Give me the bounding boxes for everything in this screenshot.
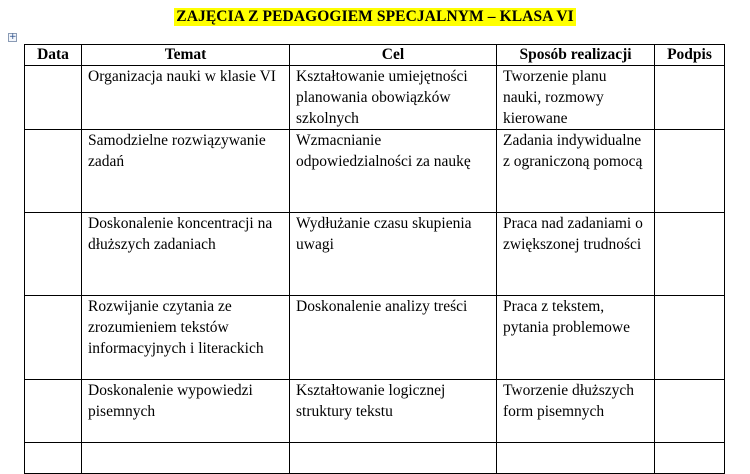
cell-signature[interactable] [655, 213, 725, 296]
cell-date[interactable] [25, 380, 82, 443]
cell-goal[interactable]: Kształtowanie umiejętności planowania obowiązków szkolnych [290, 66, 497, 130]
header-signature: Podpis [655, 45, 725, 66]
cell-date[interactable] [25, 130, 82, 213]
cell-goal[interactable] [290, 443, 497, 474]
table-row [25, 213, 725, 296]
cell-topic[interactable]: Samodzielne rozwiązywanie zadań [82, 130, 290, 213]
cell-topic[interactable]: Organizacja nauki w klasie VI [82, 66, 290, 130]
cell-topic[interactable]: Doskonalenie wypowiedzi pisemnych [82, 380, 290, 443]
header-topic: Temat [82, 45, 290, 66]
title-wrapper [0, 8, 750, 26]
cell-method[interactable]: Praca z tekstem, pytania problemowe [497, 296, 655, 380]
cell-goal[interactable]: Wzmacnianie odpowiedzialności za naukę [290, 130, 497, 213]
cell-topic[interactable] [82, 443, 290, 474]
cell-goal[interactable]: Wydłużanie czasu skupienia uwagi [290, 213, 497, 296]
cell-topic[interactable]: Doskonalenie koncentracji na dłuższych zadaniach [82, 213, 290, 296]
cell-method[interactable]: Praca nad zadaniami o zwiększonej trudności [497, 213, 655, 296]
cell-method[interactable]: Tworzenie dłuższych form pisemnych [497, 380, 655, 443]
table-header-row [25, 45, 725, 66]
table-row [25, 296, 725, 380]
cell-date[interactable] [25, 213, 82, 296]
lesson-plan-table [24, 44, 725, 474]
cell-signature[interactable] [655, 130, 725, 213]
cell-signature[interactable] [655, 66, 725, 130]
cell-signature[interactable] [655, 296, 725, 380]
cell-topic[interactable]: Rozwijanie czytania ze zrozumieniem tekstów informacyjnych i literackich [82, 296, 290, 380]
cell-date[interactable] [25, 296, 82, 380]
cell-signature[interactable] [655, 380, 725, 443]
header-method: Sposób realizacji [497, 45, 655, 66]
cell-date[interactable] [25, 66, 82, 130]
cell-signature[interactable] [655, 443, 725, 474]
move-handle-icon[interactable]: + [9, 32, 17, 42]
header-date: Data [25, 45, 82, 66]
table-row [25, 380, 725, 443]
table-row [25, 130, 725, 213]
header-goal: Cel [290, 45, 497, 66]
page-title: ZAJĘCIA Z PEDAGOGIEM SPECJALNYM – KLASA VI [176, 8, 574, 25]
cell-goal[interactable]: Doskonalenie analizy treści [290, 296, 497, 380]
cell-date[interactable] [25, 443, 82, 474]
cell-method[interactable]: Tworzenie planu nauki, rozmowy kierowane [497, 66, 655, 130]
cell-goal[interactable]: Kształtowanie logicznej struktury tekstu [290, 380, 497, 443]
cell-method[interactable] [497, 443, 655, 474]
table-row [25, 66, 725, 130]
table-row [25, 443, 725, 474]
cell-method[interactable]: Zadania indywidualne z ograniczoną pomocą [497, 130, 655, 213]
